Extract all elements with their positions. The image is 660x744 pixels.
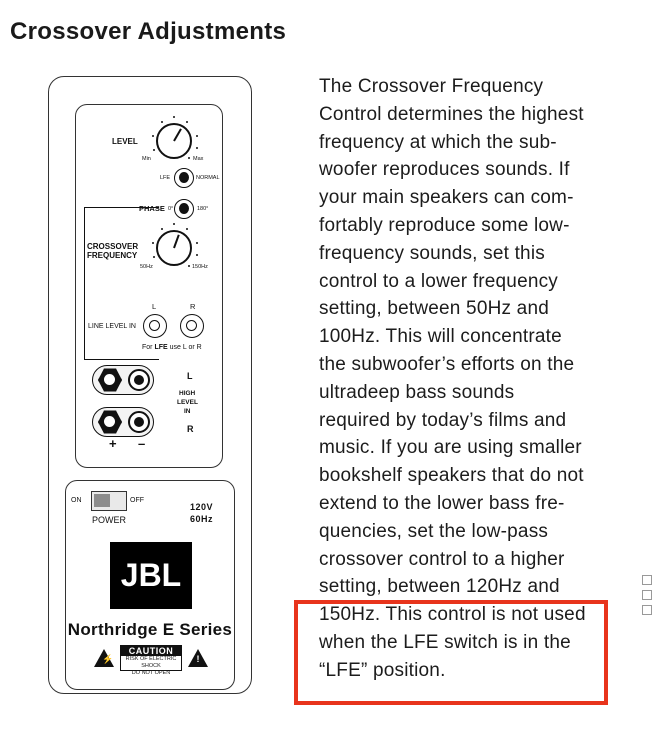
line-in-left-label: L: [152, 302, 157, 311]
for-lfe-prefix: For: [142, 344, 155, 351]
tick: [188, 265, 190, 267]
body-line: required by today’s films and: [319, 409, 567, 431]
body-line: when the LFE switch is in the: [319, 631, 571, 653]
series-name: Northridge E Series: [67, 620, 233, 639]
minus-label: –: [138, 436, 146, 451]
freq-max-label: 150Hz: [192, 264, 208, 270]
on-label: ON: [71, 497, 82, 504]
crossover-label: CROSSOVER: [87, 242, 139, 251]
highlight-annotation-box: [294, 600, 608, 705]
tick: [153, 149, 155, 151]
caution-label: [120, 645, 182, 676]
level-label: LEVEL: [112, 137, 138, 146]
body-line: crossover control to a higher: [319, 548, 565, 570]
line-in-right-label: R: [190, 302, 196, 311]
caution-line-1: RISK OF ELECTRIC SHOCK: [125, 656, 177, 669]
caution-line-2: DO NOT OPEN: [131, 670, 171, 676]
tick: [173, 116, 175, 118]
tick: [173, 223, 175, 225]
level-in-label: LEVEL: [177, 399, 198, 406]
terminal-minus-left[interactable]: [128, 369, 150, 391]
square-icon: [642, 605, 652, 615]
phase-label: PHASE: [139, 204, 165, 213]
square-icon: [642, 590, 652, 600]
tick: [196, 242, 198, 244]
jbl-logo: JBL: [110, 542, 192, 609]
body-line: “LFE” position.: [319, 659, 446, 681]
body-line: your main speakers can com-: [319, 187, 574, 209]
phase-0-label: 0°: [168, 206, 174, 212]
terminal-plus-right[interactable]: [98, 410, 122, 434]
normal-label: NORMAL: [196, 175, 220, 181]
lfe-bracket-line: [84, 207, 159, 360]
body-line: Control determines the highest: [319, 103, 584, 125]
power-section: [65, 480, 235, 690]
for-lfe-note: [142, 344, 202, 351]
power-label: POWER: [92, 515, 127, 525]
freq-min-label: 50Hz: [140, 264, 153, 270]
off-label: OFF: [130, 497, 144, 504]
tick: [186, 228, 188, 230]
body-line: setting, between 50Hz and: [319, 298, 549, 320]
power-switch[interactable]: [91, 491, 127, 511]
terminal-minus-right[interactable]: [128, 411, 150, 433]
exclaim-glyph: !: [196, 654, 200, 664]
voltage-label: 120V: [190, 502, 214, 512]
square-icon: [642, 575, 652, 585]
lfe-normal-switch[interactable]: [174, 168, 194, 188]
tick: [153, 256, 155, 258]
body-line: quencies, set the low-pass: [319, 520, 549, 542]
plus-label: +: [109, 436, 117, 451]
electric-shock-warning-icon: [94, 649, 114, 667]
body-line: ultradeep bass sounds: [319, 381, 515, 403]
body-line: woofer reproduces sounds. If: [319, 159, 570, 181]
high-label: HIGH: [179, 390, 196, 397]
body-line: 150Hz. This control is not used: [319, 604, 586, 626]
tick: [161, 228, 163, 230]
in-label: IN: [184, 408, 191, 415]
frequency-rating-label: 60Hz: [190, 514, 214, 524]
tick: [152, 242, 154, 244]
tick: [196, 135, 198, 137]
tick: [186, 121, 188, 123]
body-line: 100Hz. This will concentrate: [319, 326, 562, 348]
page-title: Crossover Adjustments: [10, 18, 287, 45]
body-line: frequency sounds, set this: [319, 242, 545, 264]
tick: [152, 135, 154, 137]
body-line: control to a lower frequency: [319, 270, 558, 292]
line-in-left-jack[interactable]: [143, 314, 167, 338]
crossover-frequency-knob[interactable]: [156, 230, 192, 266]
body-line: The Crossover Frequency: [319, 76, 544, 97]
high-level-right-terminals: [92, 407, 154, 437]
tick: [161, 121, 163, 123]
body-line: frequency at which the sub-: [319, 131, 557, 153]
tick: [196, 147, 198, 149]
body-line: music. If you are using smaller: [319, 437, 582, 459]
tick: [188, 157, 190, 159]
level-knob[interactable]: [156, 123, 192, 159]
lfe-label: LFE: [160, 175, 171, 181]
body-line: bookshelf speakers that do not: [319, 465, 584, 487]
for-lfe-suffix: use L or R: [167, 344, 202, 351]
terminal-plus-left[interactable]: [98, 368, 122, 392]
frequency-label: FREQUENCY: [87, 251, 138, 260]
level-min-label: Min: [142, 156, 151, 162]
tick: [196, 254, 198, 256]
phase-180-label: 180°: [197, 206, 209, 212]
line-in-right-jack[interactable]: [180, 314, 204, 338]
body-line: fortably reproduce some low-: [319, 214, 570, 236]
phase-switch[interactable]: [174, 199, 194, 219]
level-max-label: Max: [193, 156, 204, 162]
high-level-left-terminals: [92, 365, 154, 395]
bolt-glyph: ⚡: [102, 654, 114, 664]
line-level-in-label: LINE LEVEL IN: [88, 323, 136, 330]
body-line: extend to the lower bass fre-: [319, 492, 565, 514]
body-line: the subwoofer’s efforts on the: [319, 353, 575, 375]
high-level-left-label: L: [187, 371, 193, 381]
controls-section: [75, 104, 223, 468]
exclamation-warning-icon: [188, 649, 208, 667]
body-paragraph: [319, 73, 609, 685]
for-lfe-bold: LFE: [154, 344, 168, 351]
body-line: setting, between 120Hz and: [319, 576, 560, 598]
high-level-right-label: R: [187, 424, 194, 434]
rear-panel-diagram: [48, 76, 252, 694]
caution-heading: CAUTION: [121, 646, 181, 656]
